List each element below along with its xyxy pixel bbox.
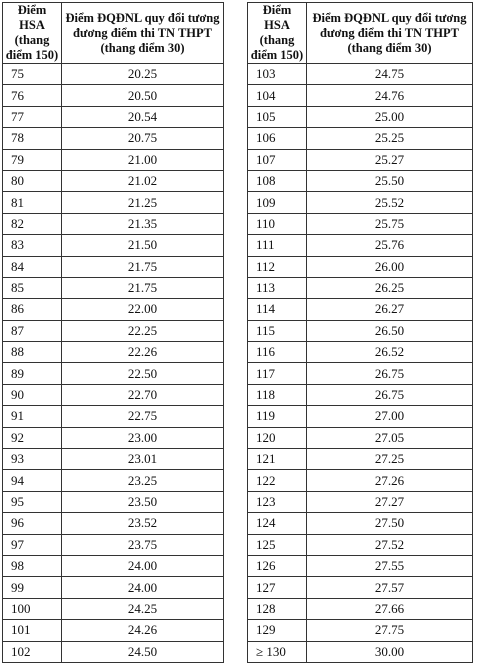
table-body-right <box>248 64 473 663</box>
table-row <box>248 170 473 191</box>
converted-score-cell: 23.52 <box>62 513 224 534</box>
table-row <box>248 106 473 127</box>
hsa-score-cell: 96 <box>3 513 62 534</box>
hsa-score-cell: 76 <box>3 85 62 106</box>
hsa-score-cell: 118 <box>248 384 307 405</box>
table-row <box>3 170 224 191</box>
converted-score-cell: 27.00 <box>307 406 473 427</box>
hsa-score-cell: 115 <box>248 320 307 341</box>
converted-score-cell: 25.50 <box>307 170 473 191</box>
conversion-table-left <box>2 2 224 663</box>
table-row <box>3 513 224 534</box>
hsa-score-cell: 84 <box>3 256 62 277</box>
hsa-score-cell: 105 <box>248 106 307 127</box>
table-row <box>3 641 224 662</box>
hsa-score-cell: 110 <box>248 213 307 234</box>
hsa-score-cell: 123 <box>248 491 307 512</box>
table-row <box>248 277 473 298</box>
converted-score-cell: 26.00 <box>307 256 473 277</box>
converted-score-cell: 22.00 <box>62 299 224 320</box>
table-row <box>248 192 473 213</box>
header-hsa-score: Điểm HSA (thang điểm 150) <box>248 3 307 64</box>
table-row <box>3 235 224 256</box>
table-row <box>248 620 473 641</box>
table-row <box>248 299 473 320</box>
table-row <box>248 320 473 341</box>
hsa-score-cell: 125 <box>248 534 307 555</box>
hsa-score-cell: 97 <box>3 534 62 555</box>
converted-score-cell: 24.76 <box>307 85 473 106</box>
converted-score-cell: 25.75 <box>307 213 473 234</box>
table-row <box>248 427 473 448</box>
table-row <box>248 149 473 170</box>
converted-score-cell: 27.05 <box>307 427 473 448</box>
converted-score-cell: 26.52 <box>307 342 473 363</box>
table-row <box>3 620 224 641</box>
table-row <box>248 555 473 576</box>
hsa-score-cell: 82 <box>3 213 62 234</box>
hsa-score-cell: 102 <box>3 641 62 662</box>
table-row <box>248 128 473 149</box>
converted-score-cell: 23.25 <box>62 470 224 491</box>
table-body-left <box>3 64 224 663</box>
converted-score-cell: 24.25 <box>62 598 224 619</box>
header-hsa-score: Điểm HSA (thang điểm 150) <box>3 3 62 64</box>
converted-score-cell: 26.75 <box>307 384 473 405</box>
converted-score-cell: 21.00 <box>62 149 224 170</box>
hsa-score-cell: 94 <box>3 470 62 491</box>
hsa-score-cell: 119 <box>248 406 307 427</box>
hsa-score-cell: 80 <box>3 170 62 191</box>
table-row <box>248 534 473 555</box>
table-row <box>248 513 473 534</box>
converted-score-cell: 22.26 <box>62 342 224 363</box>
converted-score-cell: 26.27 <box>307 299 473 320</box>
hsa-score-cell: 95 <box>3 491 62 512</box>
hsa-score-cell: 124 <box>248 513 307 534</box>
hsa-score-cell: 100 <box>3 598 62 619</box>
converted-score-cell: 27.52 <box>307 534 473 555</box>
converted-score-cell: 27.66 <box>307 598 473 619</box>
hsa-score-cell: 85 <box>3 277 62 298</box>
hsa-score-cell: 98 <box>3 555 62 576</box>
table-row <box>248 491 473 512</box>
hsa-score-cell: 92 <box>3 427 62 448</box>
table-header-row <box>248 3 473 64</box>
header-converted-score: Điểm ĐQĐNL quy đổi tương đương điểm thi TN THPT (thang điểm 30) <box>62 3 224 64</box>
hsa-score-cell: 114 <box>248 299 307 320</box>
hsa-score-cell: 103 <box>248 64 307 85</box>
hsa-score-cell: 75 <box>3 64 62 85</box>
table-row <box>3 299 224 320</box>
table-row <box>248 85 473 106</box>
hsa-score-cell: 127 <box>248 577 307 598</box>
converted-score-cell: 24.00 <box>62 577 224 598</box>
table-row <box>248 470 473 491</box>
table-row <box>3 342 224 363</box>
converted-score-cell: 22.50 <box>62 363 224 384</box>
table-row <box>248 213 473 234</box>
converted-score-cell: 26.75 <box>307 363 473 384</box>
hsa-score-cell: 128 <box>248 598 307 619</box>
table-row <box>248 342 473 363</box>
table-row <box>3 213 224 234</box>
converted-score-cell: 22.25 <box>62 320 224 341</box>
converted-score-cell: 27.50 <box>307 513 473 534</box>
converted-score-cell: 20.54 <box>62 106 224 127</box>
hsa-score-cell: 86 <box>3 299 62 320</box>
converted-score-cell: 27.26 <box>307 470 473 491</box>
table-row <box>248 384 473 405</box>
table-row <box>3 534 224 555</box>
hsa-score-cell: 78 <box>3 128 62 149</box>
hsa-score-cell: 108 <box>248 170 307 191</box>
converted-score-cell: 25.27 <box>307 149 473 170</box>
table-row <box>3 149 224 170</box>
hsa-score-cell: 87 <box>3 320 62 341</box>
table-row <box>3 555 224 576</box>
hsa-score-cell: 112 <box>248 256 307 277</box>
converted-score-cell: 21.75 <box>62 256 224 277</box>
hsa-score-cell: 129 <box>248 620 307 641</box>
table-row <box>248 449 473 470</box>
hsa-score-cell: 111 <box>248 235 307 256</box>
converted-score-cell: 27.75 <box>307 620 473 641</box>
converted-score-cell: 26.25 <box>307 277 473 298</box>
hsa-score-cell: 107 <box>248 149 307 170</box>
table-row <box>248 406 473 427</box>
converted-score-cell: 24.50 <box>62 641 224 662</box>
table-row <box>3 363 224 384</box>
hsa-score-cell: 113 <box>248 277 307 298</box>
hsa-score-cell: 126 <box>248 555 307 576</box>
converted-score-cell: 23.00 <box>62 427 224 448</box>
table-row <box>3 85 224 106</box>
hsa-score-cell: 101 <box>3 620 62 641</box>
table-row <box>248 363 473 384</box>
converted-score-cell: 25.76 <box>307 235 473 256</box>
converted-score-cell: 24.75 <box>307 64 473 85</box>
hsa-score-cell: 83 <box>3 235 62 256</box>
converted-score-cell: 20.25 <box>62 64 224 85</box>
table-row <box>3 64 224 85</box>
hsa-score-cell: 88 <box>3 342 62 363</box>
table-row <box>3 128 224 149</box>
hsa-score-cell: 77 <box>3 106 62 127</box>
table-row <box>3 406 224 427</box>
hsa-score-cell: 99 <box>3 577 62 598</box>
converted-score-cell: 26.50 <box>307 320 473 341</box>
converted-score-cell: 21.35 <box>62 213 224 234</box>
table-row <box>248 235 473 256</box>
converted-score-cell: 23.75 <box>62 534 224 555</box>
converted-score-cell: 20.75 <box>62 128 224 149</box>
converted-score-cell: 24.26 <box>62 620 224 641</box>
hsa-score-cell: 106 <box>248 128 307 149</box>
table-row <box>3 577 224 598</box>
hsa-score-cell: ≥ 130 <box>248 641 307 662</box>
converted-score-cell: 22.70 <box>62 384 224 405</box>
hsa-score-cell: 93 <box>3 449 62 470</box>
hsa-score-cell: 89 <box>3 363 62 384</box>
hsa-score-cell: 117 <box>248 363 307 384</box>
converted-score-cell: 21.50 <box>62 235 224 256</box>
hsa-score-cell: 116 <box>248 342 307 363</box>
converted-score-cell: 27.25 <box>307 449 473 470</box>
hsa-score-cell: 79 <box>3 149 62 170</box>
conversion-table-right <box>247 2 473 663</box>
table-row <box>3 192 224 213</box>
converted-score-cell: 27.55 <box>307 555 473 576</box>
table-row <box>3 491 224 512</box>
table-row <box>248 598 473 619</box>
table-row <box>3 277 224 298</box>
table-row <box>248 641 473 662</box>
header-converted-score: Điểm ĐQĐNL quy đổi tương đương điểm thi TN THPT (thang điểm 30) <box>307 3 473 64</box>
hsa-score-cell: 91 <box>3 406 62 427</box>
hsa-score-cell: 81 <box>3 192 62 213</box>
converted-score-cell: 27.57 <box>307 577 473 598</box>
table-row <box>3 449 224 470</box>
hsa-score-cell: 104 <box>248 85 307 106</box>
table-row <box>3 427 224 448</box>
table-row <box>3 106 224 127</box>
hsa-score-cell: 109 <box>248 192 307 213</box>
table-row <box>3 384 224 405</box>
table-row <box>3 256 224 277</box>
converted-score-cell: 21.25 <box>62 192 224 213</box>
table-row <box>3 320 224 341</box>
converted-score-cell: 23.01 <box>62 449 224 470</box>
table-row <box>3 470 224 491</box>
table-header-row <box>3 3 224 64</box>
table-row <box>248 64 473 85</box>
converted-score-cell: 24.00 <box>62 555 224 576</box>
converted-score-cell: 22.75 <box>62 406 224 427</box>
hsa-score-cell: 120 <box>248 427 307 448</box>
converted-score-cell: 25.25 <box>307 128 473 149</box>
converted-score-cell: 27.27 <box>307 491 473 512</box>
converted-score-cell: 21.75 <box>62 277 224 298</box>
table-row <box>3 598 224 619</box>
converted-score-cell: 20.50 <box>62 85 224 106</box>
converted-score-cell: 25.00 <box>307 106 473 127</box>
converted-score-cell: 25.52 <box>307 192 473 213</box>
converted-score-cell: 30.00 <box>307 641 473 662</box>
converted-score-cell: 21.02 <box>62 170 224 191</box>
table-row <box>248 577 473 598</box>
hsa-score-cell: 121 <box>248 449 307 470</box>
table-row <box>248 256 473 277</box>
converted-score-cell: 23.50 <box>62 491 224 512</box>
hsa-score-cell: 122 <box>248 470 307 491</box>
hsa-score-cell: 90 <box>3 384 62 405</box>
